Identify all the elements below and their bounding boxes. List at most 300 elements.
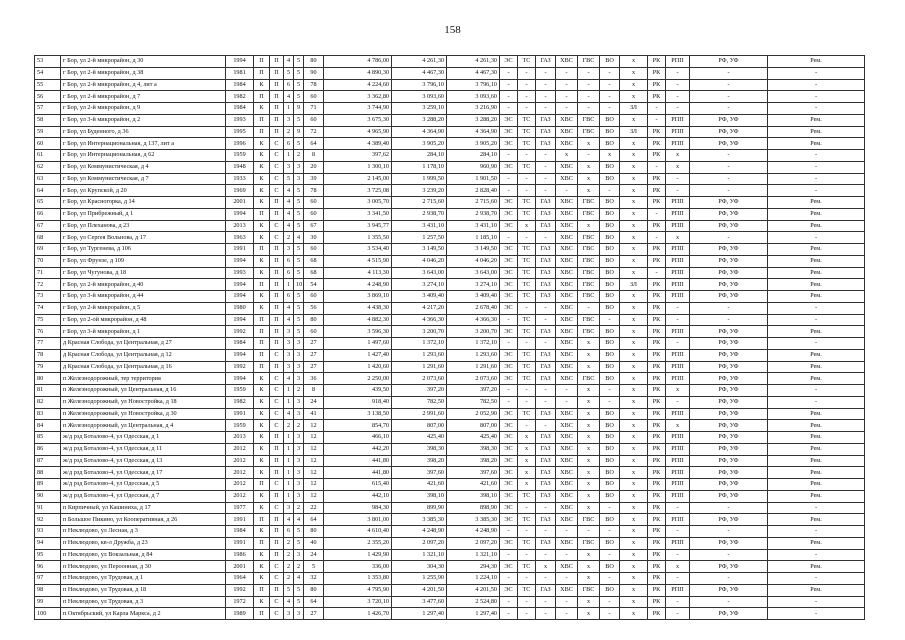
table-cell: 4 bbox=[284, 91, 294, 103]
table-cell: - bbox=[518, 67, 536, 79]
table-cell: - bbox=[536, 596, 556, 608]
table-cell: 1 224,10 bbox=[447, 573, 500, 585]
table-cell: 41 bbox=[304, 408, 324, 420]
table-cell: 2 097,20 bbox=[447, 537, 500, 549]
table-cell: 60 bbox=[304, 208, 324, 220]
table-cell: К bbox=[254, 150, 270, 162]
table-cell: 1 257,50 bbox=[392, 232, 447, 244]
table-cell: 2013 bbox=[226, 220, 254, 232]
table-cell: К bbox=[254, 467, 270, 479]
table-cell: 60 bbox=[304, 114, 324, 126]
table-cell: 4 bbox=[284, 302, 294, 314]
table-cell: П bbox=[254, 67, 270, 79]
table-cell: 4 261,30 bbox=[392, 56, 447, 68]
table-cell: 1 429,90 bbox=[324, 549, 392, 561]
table-cell: ВО bbox=[600, 244, 620, 256]
table-cell: 2 bbox=[284, 537, 294, 549]
table-cell: 5 bbox=[294, 220, 304, 232]
table-cell: П bbox=[254, 208, 270, 220]
table-cell: г Бор, ул 2-ой микрорайон, д 48 bbox=[61, 314, 226, 326]
table-cell: П bbox=[270, 490, 284, 502]
table-cell: Рем. bbox=[768, 467, 865, 479]
table-cell: ТС bbox=[518, 244, 536, 256]
table-cell: Рем. bbox=[768, 255, 865, 267]
table-cell: ГАЗ bbox=[536, 126, 556, 138]
table-cell: 1994 bbox=[226, 291, 254, 303]
table-cell: 53 bbox=[35, 56, 61, 68]
table-cell: РК bbox=[648, 584, 666, 596]
table-cell: ГВС bbox=[578, 514, 600, 526]
table-cell: РК bbox=[648, 420, 666, 432]
table-cell: 398,10 bbox=[392, 490, 447, 502]
table-cell: РПП bbox=[666, 279, 690, 291]
table-cell: П bbox=[254, 514, 270, 526]
table-cell: ЗЛ bbox=[620, 126, 648, 138]
table-cell: 4 965,90 bbox=[324, 126, 392, 138]
table-cell: - bbox=[600, 385, 620, 397]
table-cell: 2013 bbox=[226, 432, 254, 444]
table-cell: ГАЗ bbox=[536, 490, 556, 502]
table-cell: ВО bbox=[600, 467, 620, 479]
table-cell: 3 bbox=[294, 432, 304, 444]
table-cell: РПП bbox=[666, 126, 690, 138]
table-cell: К bbox=[254, 573, 270, 585]
table-cell: 1991 bbox=[226, 514, 254, 526]
table-cell: - bbox=[500, 549, 518, 561]
table-cell: 4 217,20 bbox=[392, 302, 447, 314]
table-cell: 425,40 bbox=[392, 432, 447, 444]
table-cell: ЭС bbox=[500, 126, 518, 138]
table-cell: 4 364,90 bbox=[447, 126, 500, 138]
table-cell: ЭС bbox=[500, 326, 518, 338]
table-cell: 98 bbox=[35, 584, 61, 596]
table-cell: РФ, УФ bbox=[690, 267, 768, 279]
table-cell: х bbox=[620, 408, 648, 420]
table-cell: РФ, УФ bbox=[690, 408, 768, 420]
table-cell: 86 bbox=[35, 443, 61, 455]
table-cell: х bbox=[620, 549, 648, 561]
table-cell: П bbox=[270, 443, 284, 455]
table-cell: - bbox=[556, 549, 578, 561]
table-cell: ГАЗ bbox=[536, 584, 556, 596]
table-cell: ХВС bbox=[556, 502, 578, 514]
table-cell: 56 bbox=[304, 302, 324, 314]
table-cell: х bbox=[518, 220, 536, 232]
table-cell: х bbox=[620, 326, 648, 338]
table-cell: 984,30 bbox=[324, 502, 392, 514]
table-cell: ВО bbox=[600, 361, 620, 373]
table-row bbox=[35, 573, 865, 585]
table-cell: П bbox=[270, 314, 284, 326]
table-cell: х bbox=[578, 432, 600, 444]
table-cell: х bbox=[666, 161, 690, 173]
table-cell: 8 bbox=[304, 385, 324, 397]
table-cell: - bbox=[500, 185, 518, 197]
table-cell: х bbox=[518, 467, 536, 479]
table-cell: РПП bbox=[666, 361, 690, 373]
table-cell: ХВС bbox=[556, 173, 578, 185]
table-cell: 4 bbox=[294, 514, 304, 526]
table-cell: ЭС bbox=[500, 420, 518, 432]
table-cell: 1 bbox=[284, 279, 294, 291]
table-cell: РФ, УФ bbox=[690, 244, 768, 256]
table-cell: х bbox=[578, 138, 600, 150]
table-cell: С bbox=[270, 479, 284, 491]
table-row bbox=[35, 138, 865, 150]
table-cell: 1 bbox=[284, 467, 294, 479]
table-cell: РПП bbox=[666, 373, 690, 385]
table-cell: 2 145,00 bbox=[324, 173, 392, 185]
table-cell: РК bbox=[648, 479, 666, 491]
table-cell: ХВС bbox=[556, 302, 578, 314]
table-row bbox=[35, 373, 865, 385]
table-cell: 4 515,90 bbox=[324, 255, 392, 267]
table-cell: - bbox=[768, 232, 865, 244]
table-row bbox=[35, 584, 865, 596]
table-cell: 2001 bbox=[226, 197, 254, 209]
table-cell: 5 bbox=[294, 291, 304, 303]
table-cell: - bbox=[578, 302, 600, 314]
table-cell: ХВС bbox=[556, 361, 578, 373]
table-cell: х bbox=[620, 338, 648, 350]
table-cell: х bbox=[620, 302, 648, 314]
table-cell: 5 bbox=[294, 537, 304, 549]
table-cell: 4 bbox=[294, 232, 304, 244]
table-cell: К bbox=[254, 103, 270, 115]
table-cell: П bbox=[270, 67, 284, 79]
table-row bbox=[35, 114, 865, 126]
table-cell: К bbox=[254, 396, 270, 408]
table-cell: - bbox=[666, 302, 690, 314]
table-cell: г Бор, ул 2-й микрорайон, д 5 bbox=[61, 302, 226, 314]
table-cell: 84 bbox=[35, 420, 61, 432]
table-cell: РК bbox=[648, 490, 666, 502]
table-cell: - bbox=[518, 420, 536, 432]
table-cell: К bbox=[254, 432, 270, 444]
table-cell: 20 bbox=[304, 161, 324, 173]
table-cell: 3 905,20 bbox=[447, 138, 500, 150]
table-cell: Рем. bbox=[768, 291, 865, 303]
table-cell: ГАЗ bbox=[536, 291, 556, 303]
table-cell: - bbox=[666, 549, 690, 561]
table-cell: х bbox=[578, 185, 600, 197]
table-cell: х bbox=[620, 255, 648, 267]
table-cell: 60 bbox=[35, 138, 61, 150]
table-cell: 5 bbox=[294, 596, 304, 608]
table-cell: К bbox=[254, 161, 270, 173]
table-cell: К bbox=[254, 502, 270, 514]
table-cell: х bbox=[620, 79, 648, 91]
table-cell: - bbox=[690, 302, 768, 314]
table-cell: 5 bbox=[294, 302, 304, 314]
table-cell: 1 bbox=[284, 490, 294, 502]
table-cell: х bbox=[620, 502, 648, 514]
table-cell: ГАЗ bbox=[536, 244, 556, 256]
table-cell: 4 890,30 bbox=[324, 67, 392, 79]
table-cell: 398,10 bbox=[447, 490, 500, 502]
table-cell: 93 bbox=[35, 526, 61, 538]
table-cell: - bbox=[500, 314, 518, 326]
table-cell: п Кирпичный, ул Кашиниха, д 17 bbox=[61, 502, 226, 514]
table-cell: 12 bbox=[304, 455, 324, 467]
table-cell: 3 bbox=[284, 361, 294, 373]
table-cell: 4 467,30 bbox=[447, 67, 500, 79]
table-cell: х bbox=[620, 561, 648, 573]
table-cell: 1 bbox=[284, 385, 294, 397]
table-cell: ГАЗ bbox=[536, 220, 556, 232]
table-cell: ГВС bbox=[578, 373, 600, 385]
table-cell: ТС bbox=[518, 408, 536, 420]
table-cell: К bbox=[254, 408, 270, 420]
table-cell: 3 093,60 bbox=[392, 91, 447, 103]
table-cell: 3 bbox=[294, 549, 304, 561]
table-cell: ЭС bbox=[500, 361, 518, 373]
table-row bbox=[35, 56, 865, 68]
table-cell: П bbox=[254, 479, 270, 491]
table-cell: 1 497,60 bbox=[324, 338, 392, 350]
table-cell: С bbox=[270, 596, 284, 608]
table-cell: 4 610,40 bbox=[324, 526, 392, 538]
table-cell: К bbox=[254, 291, 270, 303]
table-cell: 1994 bbox=[226, 279, 254, 291]
table-cell: 62 bbox=[35, 161, 61, 173]
table-cell: РК bbox=[648, 385, 666, 397]
table-cell: ЭС bbox=[500, 220, 518, 232]
table-cell: 3 bbox=[294, 443, 304, 455]
table-cell: 3 bbox=[284, 608, 294, 620]
table-cell: - bbox=[518, 79, 536, 91]
table-cell: - bbox=[536, 526, 556, 538]
table-cell: ЭС bbox=[500, 432, 518, 444]
table-cell: г Бор, ул Крупской, д 20 bbox=[61, 185, 226, 197]
table-cell: ВО bbox=[600, 56, 620, 68]
table-cell: РФ, УФ bbox=[690, 291, 768, 303]
table-cell: ЭС bbox=[500, 267, 518, 279]
table-cell: 4 786,00 bbox=[324, 56, 392, 68]
table-cell: п Железнодорожный, ул Новостройка, д 18 bbox=[61, 396, 226, 408]
table-cell: 3 bbox=[284, 502, 294, 514]
table-cell: 4 bbox=[284, 208, 294, 220]
table-cell: - bbox=[536, 185, 556, 197]
table-cell: х bbox=[578, 396, 600, 408]
table-cell: П bbox=[270, 526, 284, 538]
table-cell: 55 bbox=[35, 79, 61, 91]
table-cell: П bbox=[254, 91, 270, 103]
table-cell: П bbox=[270, 103, 284, 115]
table-cell: ХВС bbox=[556, 349, 578, 361]
table-cell: 1981 bbox=[226, 67, 254, 79]
table-cell: 615,40 bbox=[324, 479, 392, 491]
table-cell: 1 bbox=[284, 396, 294, 408]
table-cell: 80 bbox=[304, 314, 324, 326]
table-cell: РПП bbox=[666, 291, 690, 303]
table-cell: 1994 bbox=[226, 208, 254, 220]
table-cell: - bbox=[556, 67, 578, 79]
table-cell: Рем. bbox=[768, 479, 865, 491]
table-cell: ГВС bbox=[578, 114, 600, 126]
table-cell: - bbox=[600, 526, 620, 538]
table-cell: п Большое Пикино, ул Кооперативная, д 26 bbox=[61, 514, 226, 526]
table-cell: ЭС bbox=[500, 408, 518, 420]
table-cell: К bbox=[254, 385, 270, 397]
table-cell: 284,10 bbox=[392, 150, 447, 162]
table-cell: - bbox=[500, 596, 518, 608]
table-cell: ХВС bbox=[556, 314, 578, 326]
table-cell: х bbox=[578, 608, 600, 620]
table-cell: - bbox=[768, 173, 865, 185]
table-cell: - bbox=[690, 573, 768, 585]
table-cell: 1963 bbox=[226, 232, 254, 244]
table-cell: п Железнодорожный, ул Новостройка, д 30 bbox=[61, 408, 226, 420]
table-cell: 4 bbox=[284, 220, 294, 232]
table-cell: РК bbox=[648, 596, 666, 608]
table-cell: - bbox=[600, 608, 620, 620]
table-cell: 441,80 bbox=[324, 455, 392, 467]
table-cell: х bbox=[620, 479, 648, 491]
table-cell: ХВС bbox=[556, 455, 578, 467]
table-cell: - bbox=[768, 608, 865, 620]
table-cell: 4 467,30 bbox=[392, 67, 447, 79]
table-cell: 1984 bbox=[226, 103, 254, 115]
table-row bbox=[35, 549, 865, 561]
table-cell: 10 bbox=[294, 279, 304, 291]
table-cell: 3 596,30 bbox=[324, 326, 392, 338]
table-cell: х bbox=[620, 314, 648, 326]
table-cell: РФ, УФ bbox=[690, 197, 768, 209]
table-row bbox=[35, 244, 865, 256]
table-cell: 1989 bbox=[226, 608, 254, 620]
table-cell: П bbox=[270, 467, 284, 479]
table-cell: - bbox=[536, 314, 556, 326]
table-cell: ВО bbox=[600, 537, 620, 549]
table-cell: К bbox=[254, 596, 270, 608]
table-row bbox=[35, 302, 865, 314]
table-cell: РК bbox=[648, 255, 666, 267]
table-cell: Рем. bbox=[768, 220, 865, 232]
table-cell: х bbox=[620, 490, 648, 502]
table-cell: С bbox=[270, 161, 284, 173]
table-cell: х bbox=[620, 56, 648, 68]
table-cell: 1 291,60 bbox=[447, 361, 500, 373]
table-cell: 4 113,30 bbox=[324, 267, 392, 279]
table-cell: - bbox=[690, 549, 768, 561]
table-cell: х bbox=[578, 385, 600, 397]
table-cell: х bbox=[518, 432, 536, 444]
table-cell: Рем. bbox=[768, 432, 865, 444]
table-cell: 77 bbox=[35, 338, 61, 350]
table-cell: 2 bbox=[284, 573, 294, 585]
table-cell: ХВС bbox=[556, 537, 578, 549]
table-cell: ГВС bbox=[578, 584, 600, 596]
table-cell: - bbox=[536, 573, 556, 585]
table-cell: - bbox=[690, 79, 768, 91]
table-row bbox=[35, 361, 865, 373]
table-cell: ТС bbox=[518, 490, 536, 502]
table-cell: 304,30 bbox=[392, 561, 447, 573]
table-cell: - bbox=[500, 173, 518, 185]
table-cell: 854,70 bbox=[324, 420, 392, 432]
table-cell: РК bbox=[648, 455, 666, 467]
table-cell: 60 bbox=[304, 244, 324, 256]
table-cell: 1980 bbox=[226, 302, 254, 314]
table-cell: РФ, УФ bbox=[690, 514, 768, 526]
table-cell: К bbox=[254, 138, 270, 150]
table-cell: ВО bbox=[600, 126, 620, 138]
table-cell: ХВС bbox=[556, 584, 578, 596]
table-cell: РК bbox=[648, 79, 666, 91]
table-cell: ЭС bbox=[500, 302, 518, 314]
table-cell: г Бор, ул Коммунистическая, д 4 bbox=[61, 161, 226, 173]
table-cell: х bbox=[578, 561, 600, 573]
table-cell: - bbox=[690, 314, 768, 326]
table-cell: ХВС bbox=[556, 138, 578, 150]
table-cell: 68 bbox=[35, 232, 61, 244]
table-cell: г Бор, ул 2-й микрорайон, д 4, лит а bbox=[61, 79, 226, 91]
table-cell: 1 185,10 bbox=[447, 232, 500, 244]
table-cell: РФ, УФ bbox=[690, 443, 768, 455]
table-cell: - bbox=[518, 526, 536, 538]
table-cell: - bbox=[518, 91, 536, 103]
table-cell: РФ, УФ bbox=[690, 432, 768, 444]
table-cell: 78 bbox=[35, 349, 61, 361]
table-cell: 2 bbox=[294, 150, 304, 162]
table-cell: РФ, УФ bbox=[690, 126, 768, 138]
table-cell: 64 bbox=[304, 596, 324, 608]
table-cell: х bbox=[578, 220, 600, 232]
table-cell: РК bbox=[648, 197, 666, 209]
table-cell: ГВС bbox=[578, 126, 600, 138]
table-cell: 3 945,77 bbox=[324, 220, 392, 232]
table-cell: г Бор, ул Интернациональная, д 62 bbox=[61, 150, 226, 162]
table-cell: К bbox=[254, 561, 270, 573]
table-cell: 1994 bbox=[226, 373, 254, 385]
table-cell: ГАЗ bbox=[536, 408, 556, 420]
table-cell: ТС bbox=[518, 126, 536, 138]
table-cell: ХВС bbox=[556, 561, 578, 573]
table-cell: ЭС bbox=[500, 584, 518, 596]
table-cell: х bbox=[620, 385, 648, 397]
table-cell: 1 427,40 bbox=[324, 349, 392, 361]
table-cell: РК bbox=[648, 126, 666, 138]
table-cell: - bbox=[500, 79, 518, 91]
table-cell: ГАЗ bbox=[536, 279, 556, 291]
table-cell: 60 bbox=[304, 91, 324, 103]
table-cell: г Бор, ул 3-й микрорайон, д 44 bbox=[61, 291, 226, 303]
table-cell: 5 bbox=[304, 561, 324, 573]
table-cell: 94 bbox=[35, 537, 61, 549]
table-cell: - bbox=[536, 150, 556, 162]
table-cell: 3 200,70 bbox=[392, 326, 447, 338]
table-cell: Рем. bbox=[768, 455, 865, 467]
table-cell: РПП bbox=[666, 514, 690, 526]
table-cell: 90 bbox=[304, 67, 324, 79]
table-cell: ж/д рзд Боталово-4, ул Одесская, д 1 bbox=[61, 432, 226, 444]
table-cell: 3 bbox=[294, 173, 304, 185]
table-cell: 5 bbox=[294, 526, 304, 538]
table-cell: х bbox=[620, 514, 648, 526]
table-cell: ГВС bbox=[578, 208, 600, 220]
table-cell: Рем. bbox=[768, 420, 865, 432]
table-cell: - bbox=[500, 91, 518, 103]
table-cell: х bbox=[556, 150, 578, 162]
table-row bbox=[35, 279, 865, 291]
table-cell: ТС bbox=[518, 314, 536, 326]
table-cell: 59 bbox=[35, 126, 61, 138]
table-cell: - bbox=[536, 302, 556, 314]
table-row bbox=[35, 561, 865, 573]
table-cell: П bbox=[254, 338, 270, 350]
table-cell: ХВС bbox=[556, 326, 578, 338]
